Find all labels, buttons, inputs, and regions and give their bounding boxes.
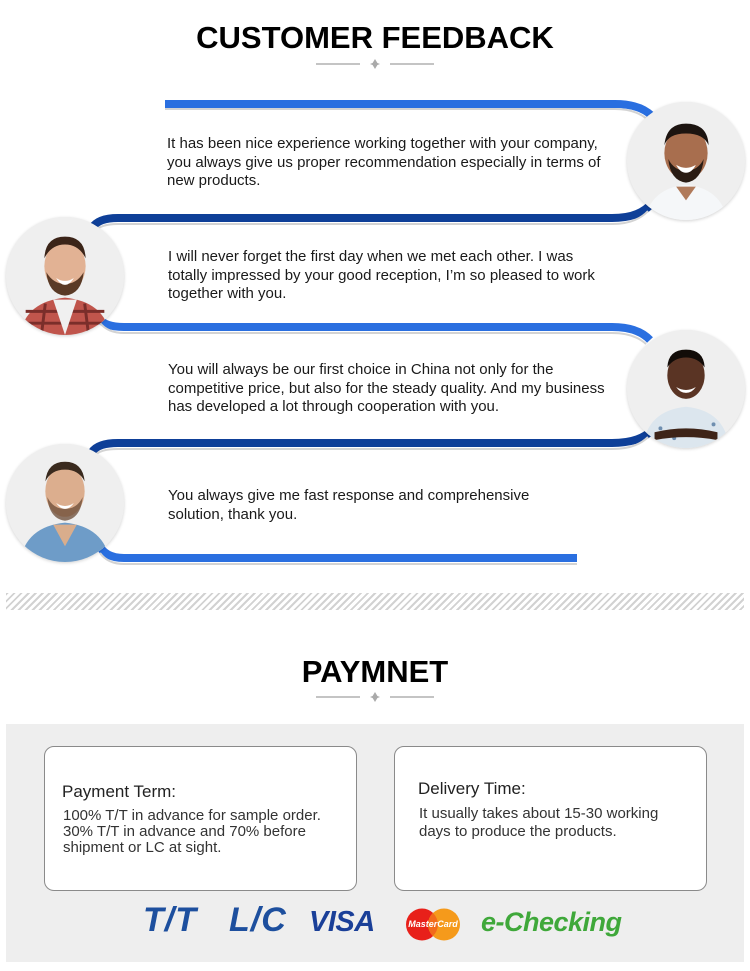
mastercard-label: MasterCard bbox=[408, 919, 458, 929]
feedback-text-2: I will never forget the first day when we met each other. I was totally impressed by your good reception, I’m so pleased to work together with you. bbox=[168, 248, 595, 302]
tt-logo: T/T bbox=[143, 901, 197, 939]
delivery-time-title: Delivery Time: bbox=[418, 779, 526, 798]
lc-logo: L/C bbox=[229, 901, 287, 939]
section-divider bbox=[6, 593, 744, 610]
mastercard-logo bbox=[405, 908, 461, 941]
man-beard-white-shirt-avatar bbox=[627, 102, 745, 220]
title-ornament bbox=[0, 58, 750, 70]
feedback-text-1: It has been nice experience working together with your company, you always give us proper recommendation especially in terms of new products. bbox=[167, 135, 601, 189]
feedback-title: CUSTOMER FEEDBACK bbox=[196, 20, 554, 55]
visa-logo: VISA bbox=[309, 906, 375, 938]
man-denim-shirt-avatar bbox=[6, 444, 124, 562]
payment-term-title: Payment Term: bbox=[62, 782, 177, 801]
feedback-text-4: You always give me fast response and comprehensive solution, thank you. bbox=[168, 487, 530, 523]
delivery-time-body: It usually takes about 15-30 working days to produce the products. bbox=[419, 805, 659, 840]
echecking-logo: e-Checking bbox=[481, 907, 622, 937]
payment-title: PAYMNET bbox=[301, 654, 449, 689]
title-ornament bbox=[0, 691, 750, 703]
man-patterned-shirt-avatar bbox=[627, 330, 745, 448]
payment-term-body: 100% T/T in advance for sample order. 30% T/T in advance and 70% before shipment or LC at sight. bbox=[63, 807, 321, 856]
feedback-text-3: You will always be our first choice in China not only for the competitive price, but also for the steady quality. And my business has developed a lot through cooperation with you. bbox=[168, 361, 605, 415]
man-beard-plaid-shirt-avatar bbox=[6, 217, 124, 335]
